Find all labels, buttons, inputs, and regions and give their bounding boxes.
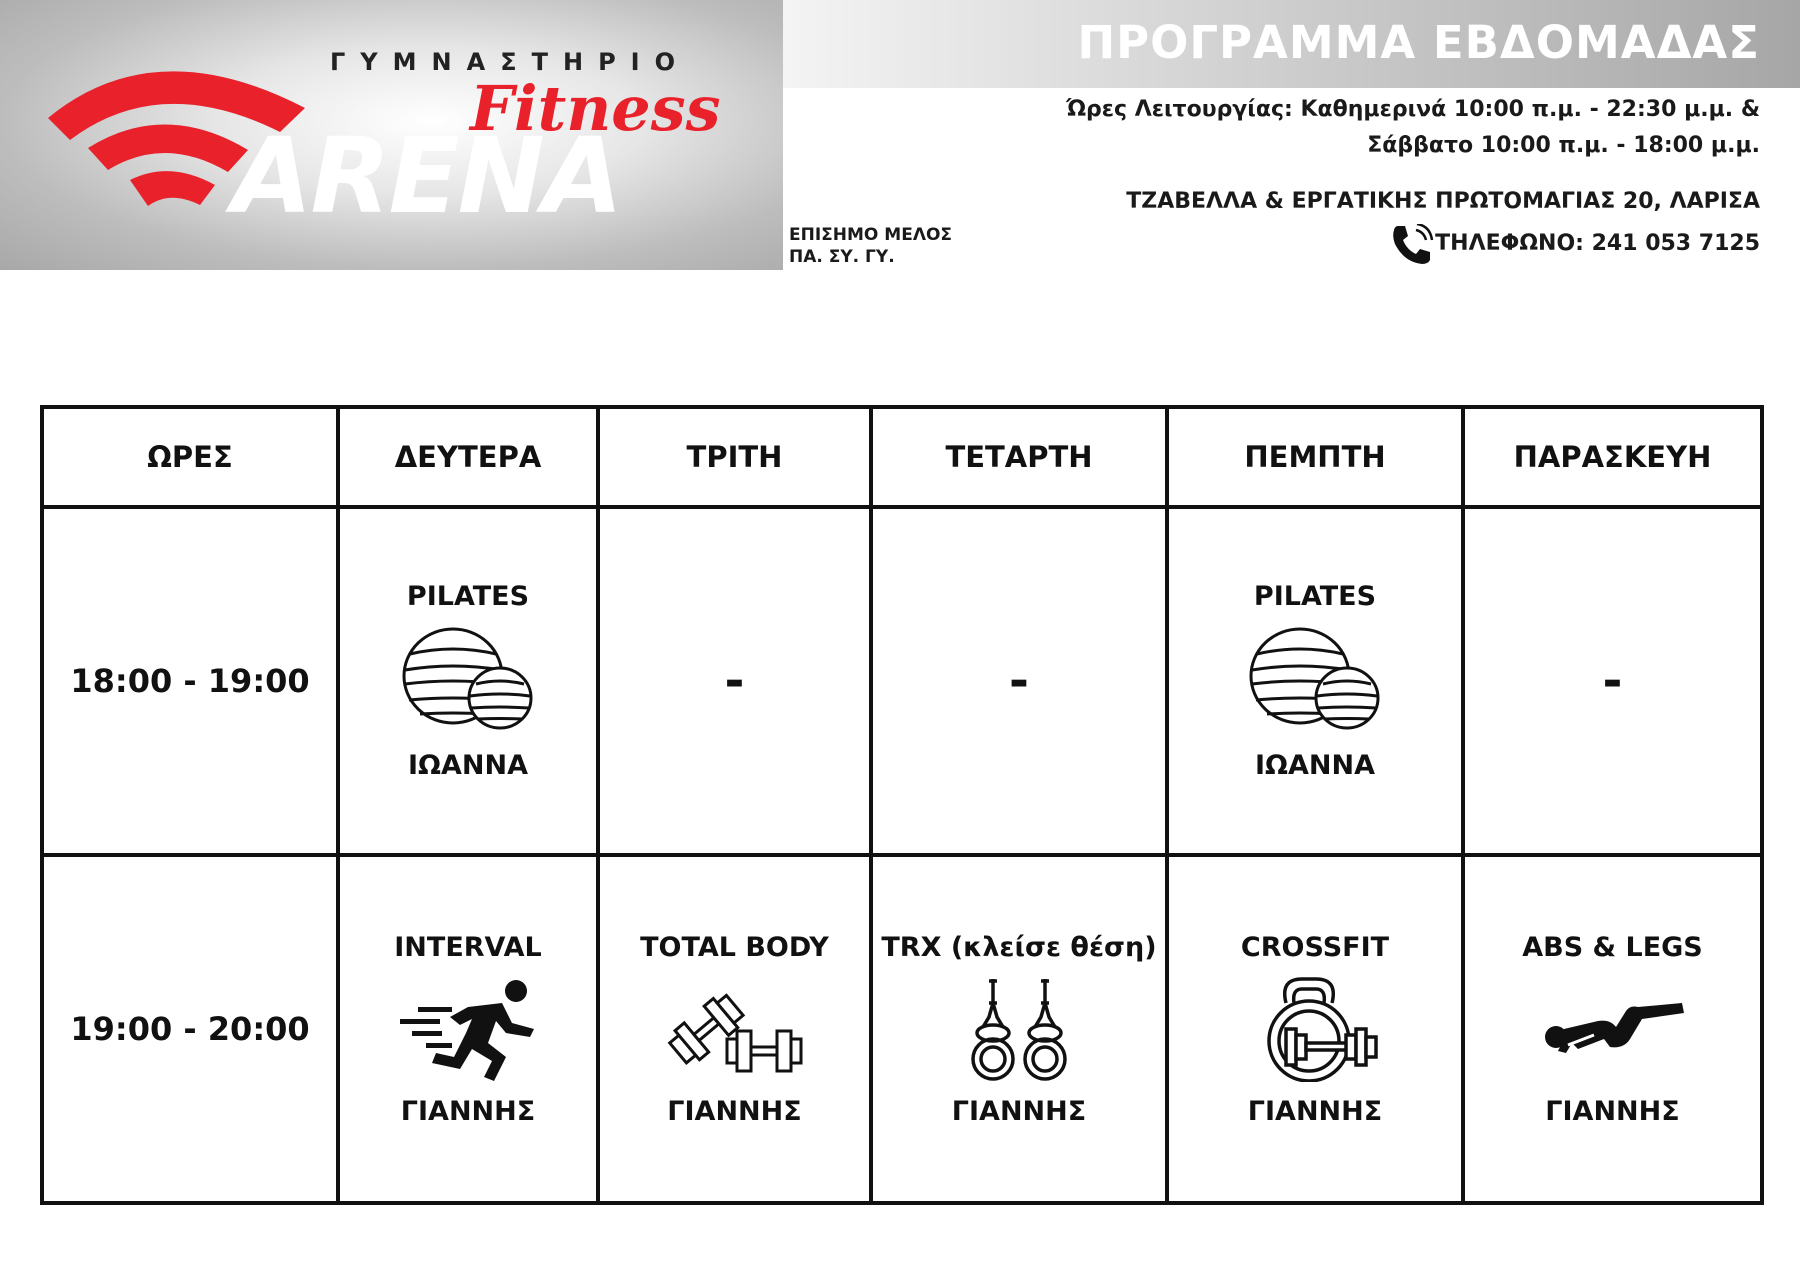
class-cell-tuesday xyxy=(598,855,871,1203)
class-cell-thursday xyxy=(1167,507,1463,855)
column-header-tuesday: ΤΡΙΤΗ xyxy=(598,407,871,507)
class-name: ABS & LEGS xyxy=(1522,931,1703,963)
situp-person-icon xyxy=(1538,977,1688,1082)
class-cell-tuesday xyxy=(598,507,871,855)
class-cell-friday xyxy=(1463,507,1762,855)
pilates-ball-icon xyxy=(398,626,538,736)
dumbbells-icon xyxy=(665,977,805,1082)
table-row xyxy=(42,507,1762,855)
table-header-row xyxy=(42,407,1762,507)
class-name: CROSSFIT xyxy=(1240,931,1390,963)
table-row xyxy=(42,855,1762,1203)
pilates-ball-icon xyxy=(1245,626,1385,736)
class-name: PILATES xyxy=(1253,581,1377,612)
title-band xyxy=(783,0,1800,88)
trainer-name: ΓΙΑΝΝΗΣ xyxy=(667,1095,802,1127)
class-cell-wednesday xyxy=(871,855,1167,1203)
trainer-name: ΙΩΑΝΝΑ xyxy=(408,750,528,781)
empty-slot-dash: - xyxy=(1602,653,1623,709)
trx-straps-icon xyxy=(959,977,1079,1082)
class-name: PILATES xyxy=(406,581,530,612)
trainer-name: ΙΩΑΝΝΑ xyxy=(1255,750,1375,781)
phone-number: ΤΗΛΕΦΩΝΟ: 241 053 7125 xyxy=(1435,231,1760,256)
trainer-name: ΓΙΑΝΝΗΣ xyxy=(1247,1095,1383,1127)
logo-arc-medium xyxy=(88,124,248,172)
class-cell-monday xyxy=(338,507,598,855)
class-cell-monday xyxy=(338,855,598,1203)
trainer-name: ΓΙΑΝΝΗΣ xyxy=(951,1095,1087,1127)
time-slot: 19:00 - 20:00 xyxy=(42,855,338,1203)
empty-slot-dash: - xyxy=(724,653,745,709)
logo-arc-small xyxy=(130,171,215,206)
column-header-monday: ΔΕΥΤΕΡΑ xyxy=(338,407,598,507)
class-name: TOTAL BODY xyxy=(640,931,829,963)
address: ΤΖΑΒΕΛΛΑ & ΕΡΓΑΤΙΚΗΣ ΠΡΩΤΟΜΑΓΙΑΣ 20, ΛΑΡΙΣΑ xyxy=(1126,189,1760,214)
logo-script-text: Fitness xyxy=(470,72,721,145)
class-cell-friday xyxy=(1463,855,1762,1203)
member-line-2: ΠΑ. ΣΥ. ΓΥ. xyxy=(789,247,895,267)
class-name: INTERVAL xyxy=(394,931,542,963)
weekly-schedule-table xyxy=(40,405,1764,1205)
opening-hours-line-2: Σάββατο 10:00 π.μ. - 18:00 μ.μ. xyxy=(1367,133,1760,158)
class-cell-wednesday xyxy=(871,507,1167,855)
official-member-note xyxy=(789,224,952,268)
phone-icon xyxy=(1390,224,1434,266)
class-cell-thursday xyxy=(1167,855,1463,1203)
page-title: ΠΡΟΓΡΑΜΜΑ ΕΒΔΟΜΑΔΑΣ xyxy=(1077,16,1760,69)
opening-hours-line-1: Ώρες Λειτουργίας: Καθημερινά 10:00 π.μ. - 22:30 μ.μ. & xyxy=(1066,97,1760,122)
kettlebell-barbell-icon xyxy=(1250,977,1380,1082)
column-header-thursday: ΠΕΜΠΤΗ xyxy=(1167,407,1463,507)
gym-logo xyxy=(0,0,783,270)
trainer-name: ΓΙΑΝΝΗΣ xyxy=(400,1095,536,1127)
column-header-wednesday: ΤΕΤΑΡΤΗ xyxy=(871,407,1167,507)
time-slot: 18:00 - 19:00 xyxy=(42,507,338,855)
member-line-1: ΕΠΙΣΗΜΟ ΜΕΛΟΣ xyxy=(789,225,953,245)
logo-top-text: ΓΥΜΝΑΣΤΗΡΙΟ xyxy=(330,48,690,76)
logo-panel xyxy=(0,0,783,270)
running-person-icon xyxy=(398,977,538,1082)
class-name: TRX (κλείσε θέση) xyxy=(881,931,1157,963)
trainer-name: ΓΙΑΝΝΗΣ xyxy=(1545,1095,1680,1127)
column-header-hours: ΩΡΕΣ xyxy=(42,407,338,507)
empty-slot-dash: - xyxy=(1009,653,1029,709)
column-header-friday: ΠΑΡΑΣΚΕΥΗ xyxy=(1463,407,1762,507)
logo-main-text: ARENA xyxy=(232,115,622,237)
